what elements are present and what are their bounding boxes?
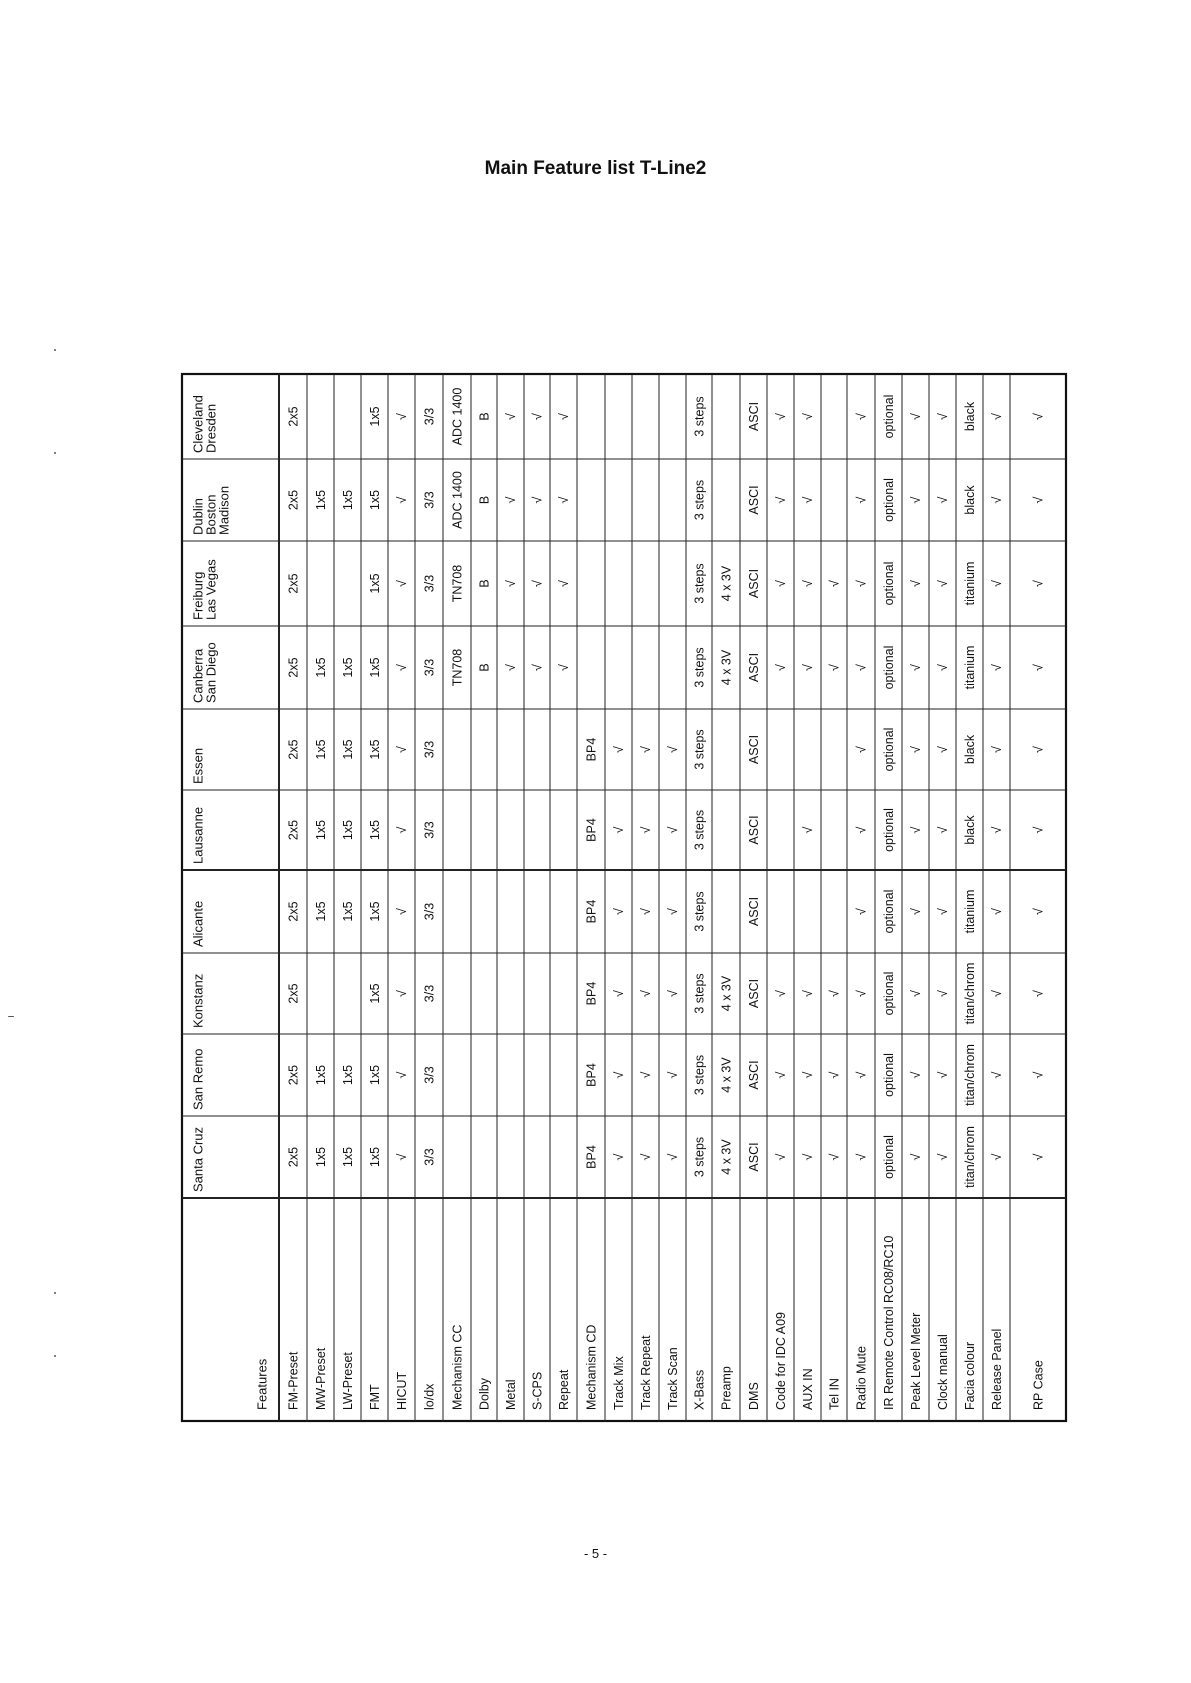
table-cell: √ — [908, 990, 923, 997]
table-cell: √ — [1031, 1153, 1046, 1161]
table-cell: √ — [854, 746, 869, 753]
table-cell: 3/3 — [422, 491, 437, 509]
table-cell: √ — [394, 826, 409, 834]
table-grid — [182, 374, 1066, 1421]
feature-label: Metal — [503, 1379, 518, 1410]
table-cell: 2x5 — [286, 406, 301, 427]
table-cell: √ — [989, 413, 1004, 420]
scan-speck — [54, 1292, 56, 1294]
table-cell: 2x5 — [286, 573, 301, 594]
table-cell: √ — [503, 413, 518, 420]
table-cell: √ — [556, 413, 571, 420]
table-cell: 1x5 — [340, 819, 355, 841]
table-cell: √ — [611, 908, 626, 915]
page-number: - 5 - — [583, 1546, 608, 1561]
table-cell: 2x5 — [286, 489, 301, 511]
table-cell: BP4 — [584, 899, 599, 924]
features-header: Features — [254, 1358, 270, 1410]
table-cell: √ — [638, 826, 653, 834]
table-cell: √ — [989, 664, 1004, 671]
table-cell: 1x5 — [367, 739, 382, 760]
table-cell: 4 x 3V — [719, 1057, 734, 1093]
table-cell: √ — [800, 826, 815, 834]
table-cell: √ — [394, 580, 409, 587]
table-cell: √ — [908, 664, 923, 671]
table-cell: √ — [665, 990, 680, 997]
table-cell: √ — [989, 580, 1004, 587]
table-cell: √ — [989, 826, 1004, 834]
table-cell: titan/chrom — [962, 1126, 977, 1188]
model-header: Madison — [216, 485, 232, 535]
table-cell: optional — [881, 561, 896, 606]
feature-label: Track Scan — [665, 1347, 680, 1410]
table-cell: TN708 — [450, 648, 465, 687]
table-cell: black — [962, 815, 977, 845]
table-cell: √ — [800, 1153, 815, 1161]
feature-label: Tel IN — [827, 1378, 842, 1410]
feature-label: Facia colour — [962, 1341, 977, 1410]
table-cell: √ — [665, 1071, 680, 1079]
table-cell: 1x5 — [367, 901, 382, 922]
table-cell: 3 steps — [692, 729, 707, 770]
scan-speck — [54, 1355, 56, 1357]
table-cell: 3 steps — [692, 1136, 707, 1178]
feature-label: lo/dx — [422, 1383, 437, 1410]
feature-label: Repeat — [556, 1369, 571, 1410]
feature-label: IR Remote Control RC08/RC10 — [881, 1235, 896, 1410]
table-cell: 3/3 — [422, 902, 437, 921]
table-cell: BP4 — [584, 737, 599, 762]
table-cell: 3 steps — [692, 396, 707, 437]
model-header: Cleveland — [190, 395, 206, 453]
table-cell: 3/3 — [422, 740, 437, 759]
table-cell: optional — [881, 889, 896, 934]
model-header: Konstanz — [190, 973, 206, 1028]
table-cell: 1x5 — [367, 406, 382, 427]
table-frame — [182, 374, 1066, 1421]
table-cell: √ — [989, 496, 1004, 504]
table-cell: √ — [394, 1071, 409, 1079]
table-cell: √ — [1031, 496, 1046, 504]
table-cell: √ — [530, 580, 545, 587]
table-cell: 4 x 3V — [719, 1139, 734, 1175]
table-cell: √ — [773, 580, 788, 587]
table-cell: 3/3 — [422, 1148, 437, 1166]
table-cell: √ — [638, 908, 653, 915]
table-cell: 2x5 — [286, 901, 301, 922]
table-cell: optional — [881, 645, 896, 690]
table-cell: 2x5 — [286, 983, 301, 1004]
table-cell: √ — [638, 990, 653, 997]
table-cell: 1x5 — [367, 1064, 382, 1086]
table-cell: √ — [854, 496, 869, 504]
table-cell: √ — [1031, 990, 1046, 997]
model-header: Lausanne — [190, 806, 206, 864]
feature-label: FMT — [367, 1384, 382, 1410]
feature-label: RP Case — [1031, 1360, 1046, 1410]
table-cell: ASCI — [746, 1142, 761, 1172]
table-cell: 1x5 — [340, 489, 355, 511]
table-cell: 1x5 — [313, 657, 328, 678]
scan-speck — [8, 1016, 14, 1017]
table-cell: ASCI — [746, 978, 761, 1009]
table-cell: √ — [1031, 1071, 1046, 1079]
model-header: Las Vegas — [203, 559, 219, 620]
table-cell: titanium — [962, 645, 977, 690]
table-cell: 4 x 3V — [719, 975, 734, 1012]
page-title: Main Feature list T-Line2 — [484, 158, 707, 179]
table-cell: 1x5 — [367, 1146, 382, 1168]
feature-label: X-Bass — [692, 1369, 707, 1410]
table-cell: √ — [530, 413, 545, 420]
table-cell: 4 x 3V — [719, 649, 734, 686]
table-cell: ASCI — [746, 652, 761, 683]
table-cell: √ — [854, 1153, 869, 1161]
table-cell: √ — [394, 496, 409, 504]
feature-label: Code for IDC A09 — [773, 1312, 788, 1410]
table-cell: √ — [935, 826, 950, 834]
table-cell: 2x5 — [286, 1064, 301, 1086]
feature-label: Radio Mute — [854, 1346, 869, 1410]
table-cell: 1x5 — [313, 901, 328, 922]
feature-label: Track Repeat — [638, 1335, 653, 1410]
table-cell: √ — [665, 826, 680, 834]
table-cell: √ — [827, 1153, 842, 1161]
feature-label: Clock manual — [935, 1334, 950, 1410]
table-cell: 1x5 — [313, 1146, 328, 1168]
table-cell: titan/chrom — [962, 962, 977, 1025]
table-cell: √ — [800, 1071, 815, 1079]
table-cell: 3 steps — [692, 891, 707, 932]
table-cell: 1x5 — [313, 739, 328, 760]
table-cell: B — [477, 412, 492, 421]
table-cell: √ — [503, 664, 518, 671]
table-cell: √ — [394, 1153, 409, 1161]
table-cell: 1x5 — [340, 657, 355, 678]
table-cell: 2x5 — [286, 819, 301, 841]
model-header: Dresden — [203, 403, 219, 453]
table-cell: √ — [989, 908, 1004, 915]
table-cell: optional — [881, 971, 896, 1016]
table-cell: BP4 — [584, 1145, 599, 1169]
table-cell: √ — [611, 826, 626, 834]
table-cell: 1x5 — [367, 983, 382, 1004]
model-header: Essen — [190, 747, 206, 784]
table-cell: √ — [394, 664, 409, 671]
table-cell: √ — [773, 1153, 788, 1161]
table-cell: titanium — [962, 889, 977, 934]
table-cell: √ — [935, 746, 950, 753]
table-cell: √ — [773, 664, 788, 671]
table-cell: √ — [638, 1071, 653, 1079]
table-cell: √ — [503, 496, 518, 504]
table-cell: √ — [908, 746, 923, 753]
table-cell: BP4 — [584, 981, 599, 1006]
table-cell: √ — [800, 413, 815, 420]
table-cell: √ — [935, 908, 950, 915]
table-cell: √ — [665, 1153, 680, 1161]
table-cell: 1x5 — [313, 1064, 328, 1086]
feature-label: Release Panel — [989, 1328, 1004, 1410]
table-cell: optional — [881, 1053, 896, 1097]
feature-label: HICUT — [394, 1371, 409, 1410]
table-cell: √ — [665, 746, 680, 753]
table-cell: TN708 — [450, 564, 465, 603]
table-cell: 3/3 — [422, 984, 437, 1003]
table-cell: 1x5 — [367, 573, 382, 594]
table-cell: √ — [908, 1153, 923, 1161]
table-cell: optional — [881, 808, 896, 852]
table-cell: titan/chrom — [962, 1044, 977, 1106]
table-cell: 2x5 — [286, 1146, 301, 1168]
table-cell: √ — [908, 1071, 923, 1079]
table-cell: 3/3 — [422, 1066, 437, 1084]
table-cell: optional — [881, 727, 896, 772]
feature-label: MW-Preset — [313, 1347, 328, 1410]
table-cell: √ — [394, 746, 409, 753]
table-cell: black — [962, 734, 977, 765]
table-cell: √ — [854, 413, 869, 420]
table-cell: √ — [611, 1153, 626, 1161]
table-cell: √ — [556, 664, 571, 671]
table-cell: √ — [773, 1071, 788, 1079]
model-header: Alicante — [190, 900, 206, 947]
table-cell: 4 x 3V — [719, 565, 734, 602]
table-cell: √ — [827, 990, 842, 997]
table-cell: √ — [989, 746, 1004, 753]
table-cell: 3/3 — [422, 821, 437, 839]
table-cell: B — [477, 495, 492, 505]
table-cell: optional — [881, 478, 896, 522]
table-cell: 1x5 — [340, 1146, 355, 1168]
table-cell: 1x5 — [340, 739, 355, 760]
table-cell: 3/3 — [422, 658, 437, 677]
table-cell: √ — [854, 908, 869, 915]
table-cell: √ — [935, 1153, 950, 1161]
table-cell: 3 steps — [692, 647, 707, 688]
table-cell: √ — [827, 1071, 842, 1079]
model-header: San Remo — [190, 1048, 206, 1110]
table-cell: √ — [1031, 664, 1046, 671]
table-cell: √ — [394, 413, 409, 420]
table-cell: optional — [881, 1135, 896, 1179]
table-cell: 1x5 — [367, 819, 382, 841]
feature-label: DMS — [746, 1382, 761, 1410]
table-cell: √ — [611, 746, 626, 753]
feature-label: Dolby — [477, 1378, 492, 1410]
table-cell: ASCI — [746, 896, 761, 927]
feature-label: Preamp — [719, 1366, 734, 1410]
table-cell: 3 steps — [692, 479, 707, 521]
table-cell: √ — [935, 990, 950, 997]
table-cell: 1x5 — [313, 489, 328, 511]
table-cell: √ — [908, 580, 923, 587]
scan-speck — [54, 349, 56, 351]
table-cell: √ — [773, 990, 788, 997]
table-cell: √ — [530, 664, 545, 671]
table-cell: √ — [394, 990, 409, 997]
table-cell: √ — [773, 496, 788, 504]
table-cell: √ — [1031, 580, 1046, 587]
table-cell: √ — [908, 908, 923, 915]
table-cell: 3 steps — [692, 809, 707, 851]
model-header: San Diego — [203, 642, 219, 703]
table-cell: √ — [854, 990, 869, 997]
table-cell: √ — [1031, 413, 1046, 420]
feature-label: Track Mix — [611, 1356, 626, 1410]
table-cell: B — [477, 663, 492, 672]
model-header: Boston — [203, 494, 219, 535]
feature-label: AUX IN — [800, 1368, 815, 1410]
table-cell: ADC 1400 — [450, 471, 465, 529]
table-cell: √ — [854, 826, 869, 834]
table-cell: √ — [394, 908, 409, 915]
table-cell: √ — [827, 664, 842, 671]
table-cell: 3 steps — [692, 973, 707, 1014]
table-cell: 3 steps — [692, 563, 707, 604]
table-cell: √ — [800, 990, 815, 997]
table-cell: ASCI — [746, 485, 761, 515]
model-header: Freiburg — [190, 571, 206, 620]
table-cell: √ — [935, 1071, 950, 1079]
model-header: Dublin — [190, 498, 206, 535]
table-cell: 1x5 — [367, 489, 382, 511]
table-cell: optional — [881, 394, 896, 439]
table-cell: BP4 — [584, 1063, 599, 1087]
table-cell: titanium — [962, 561, 977, 606]
table-cell: √ — [935, 580, 950, 587]
table-cell: 1x5 — [367, 657, 382, 678]
table-cell: black — [962, 485, 977, 515]
table-cell: 2x5 — [286, 657, 301, 678]
table-cell: √ — [854, 664, 869, 671]
table-cell: √ — [935, 496, 950, 504]
table-cell: √ — [556, 580, 571, 587]
table-cell: ASCI — [746, 401, 761, 432]
feature-label: S-CPS — [530, 1371, 545, 1410]
feature-label: LW-Preset — [340, 1352, 355, 1410]
table-cell: 2x5 — [286, 739, 301, 760]
table-cell: black — [962, 401, 977, 432]
model-header: Canberra — [190, 648, 206, 703]
model-header: Santa Cruz — [190, 1126, 206, 1192]
table-cell: 1x5 — [340, 1064, 355, 1086]
table-cell: √ — [800, 580, 815, 587]
table-cell: √ — [854, 580, 869, 587]
table-cell: √ — [800, 496, 815, 504]
table-cell: √ — [1031, 908, 1046, 915]
table-cell: B — [477, 579, 492, 588]
feature-label: Peak Level Meter — [908, 1312, 923, 1410]
table-cell: √ — [989, 1153, 1004, 1161]
feature-label: Mechanism CD — [584, 1324, 599, 1410]
table-cell: √ — [908, 496, 923, 504]
table-cell: √ — [638, 746, 653, 753]
table-cell: √ — [611, 990, 626, 997]
table-cell: √ — [800, 664, 815, 671]
table-cell: √ — [908, 826, 923, 834]
table-cell: √ — [1031, 746, 1046, 753]
table-cell: √ — [989, 1071, 1004, 1079]
table-cell: 3/3 — [422, 407, 437, 426]
table-cell: ASCI — [746, 1060, 761, 1090]
feature-label: Mechanism CC — [450, 1324, 465, 1410]
table-cell: √ — [827, 580, 842, 587]
table-cell: ASCI — [746, 815, 761, 845]
table-cell: √ — [773, 413, 788, 420]
table-cell: √ — [989, 990, 1004, 997]
table-cell: √ — [935, 413, 950, 420]
table-cell: √ — [935, 664, 950, 671]
table-cell: 3 steps — [692, 1054, 707, 1096]
table-cell: √ — [665, 908, 680, 915]
table-cell: √ — [611, 1071, 626, 1079]
feature-label: FM-Preset — [286, 1351, 301, 1410]
table-cell: 3/3 — [422, 574, 437, 593]
table-cell: √ — [503, 580, 518, 587]
table-cell: ASCI — [746, 568, 761, 599]
table-cell: √ — [854, 1071, 869, 1079]
table-cell: √ — [556, 496, 571, 504]
table-cell: ASCI — [746, 734, 761, 765]
table-cell: √ — [638, 1153, 653, 1161]
scan-speck — [54, 452, 56, 454]
table-cell: BP4 — [584, 818, 599, 842]
table-cell: √ — [530, 496, 545, 504]
table-cell: 1x5 — [313, 819, 328, 841]
table-cell: 1x5 — [340, 901, 355, 922]
table-cell: √ — [1031, 826, 1046, 834]
table-cell: √ — [908, 413, 923, 420]
table-cell: ADC 1400 — [450, 387, 465, 446]
